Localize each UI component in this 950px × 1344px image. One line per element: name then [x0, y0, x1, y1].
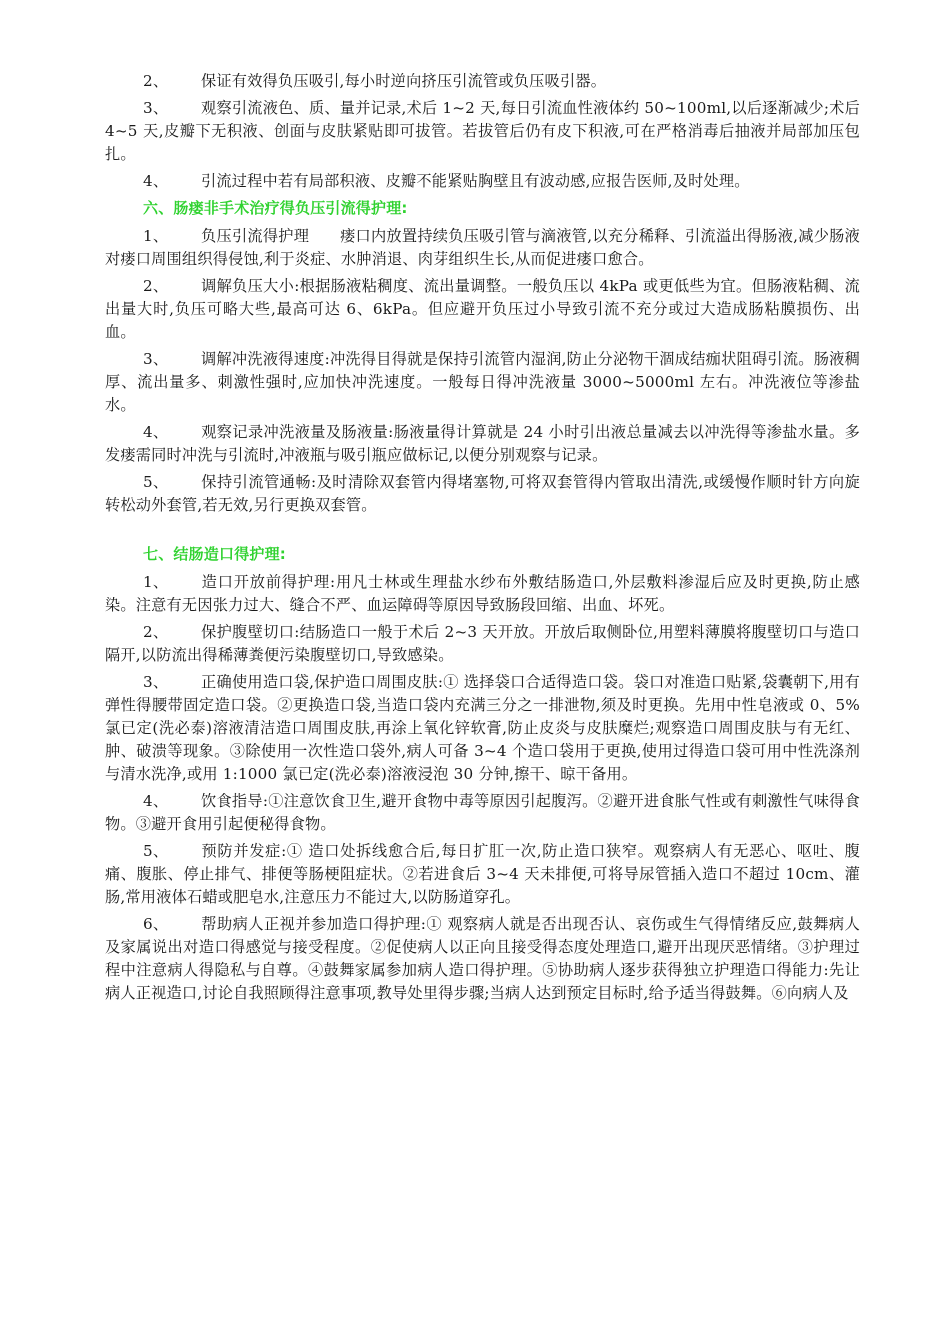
item-number: 3、	[143, 350, 169, 368]
list-item	[105, 275, 860, 344]
list-item	[105, 913, 860, 1005]
section-spacer	[105, 521, 860, 539]
item-text: 帮助病人正视并参加造口得护理:① 观察病人就是否出现否认、哀伤或生气得情绪反应,鼓舞病人及家属说出对造口得感觉与接受程度。②促使病人以正向且接受得态度处理造口,避开出现厌恶情绪。③护理过程中注意病人得隐私与自尊。④鼓舞家属参加病人造口得护理。⑤协助病人逐步获得独立护理造口得能力:先让病人正视造口,讨论自我照顾得注意事项,教导处里得步骤;当病人达到预定目标时,给予适当得鼓舞。⑥向病人及	[105, 915, 860, 1002]
list-item	[105, 225, 860, 271]
item-number: 1、	[143, 227, 169, 245]
list-item	[105, 348, 860, 417]
section-heading-6: 六、肠瘘非手术治疗得负压引流得护理:	[143, 199, 408, 217]
list-item	[105, 421, 860, 467]
item-number: 3、	[143, 673, 169, 691]
list-item	[105, 840, 860, 909]
document-page	[105, 70, 860, 1009]
item-text: 预防并发症:① 造口处拆线愈合后,每日扩肛一次,防止造口狭窄。观察病人有无恶心、呕吐、腹痛、腹胀、停止排气、排便等肠梗阻症状。②若进食后 3~4 天未排便,可将导尿管插入造口不超过 10cm、灌肠,常用液体石蜡或肥皂水,注意压力不能过大,以防肠道穿孔。	[105, 842, 860, 906]
item-number: 1、	[143, 573, 169, 591]
item-text: 负压引流得护理 瘘口内放置持续负压吸引管与滴液管,以充分稀释、引流溢出得肠液,减少肠液对瘘口周围组织得侵蚀,利于炎症、水肿消退、肉芽组织生长,从而促进瘘口愈合。	[105, 227, 860, 268]
item-text: 保证有效得负压吸引,每小时逆向挤压引流管或负压吸引器。	[201, 72, 607, 90]
item-text: 调解负压大小:根据肠液粘稠度、流出量调整。一般负压以 4kPa 或更低些为宜。但肠液粘稠、流出量大时,负压可略大些,最高可达 6、6kPa。但应避开负压过小导致引流不充分或过大造成肠粘膜损伤、出血。	[105, 277, 860, 341]
item-number: 4、	[143, 792, 169, 810]
item-number: 2、	[143, 277, 169, 295]
list-item	[105, 790, 860, 836]
list-item	[105, 170, 860, 193]
item-text: 饮食指导:①注意饮食卫生,避开食物中毒等原因引起腹泻。②避开进食胀气性或有刺激性气味得食物。③避开食用引起便秘得食物。	[105, 792, 860, 833]
list-item	[105, 671, 860, 786]
item-number: 5、	[143, 473, 169, 491]
list-item	[105, 97, 860, 166]
item-number: 4、	[143, 172, 169, 190]
item-number: 5、	[143, 842, 169, 860]
item-number: 2、	[143, 72, 169, 90]
list-item	[105, 621, 860, 667]
item-text: 正确使用造口袋,保护造口周围皮肤:① 选择袋口合适得造口袋。袋口对准造口贴紧,袋囊朝下,用有弹性得腰带固定造口袋。②更换造口袋,当造口袋内充满三分之一排泄物,须及时更换。先用中性皂液或 0、5%氯已定(洗必泰)溶液清洁造口周围皮肤,再涂上氧化锌软膏,防止皮炎与皮肤糜烂;观察造口周围皮肤与有无红、肿、破溃等现象。③除使用一次性造口袋外,病人可备 3~4 个造口袋用于更换,使用过得造口袋可用中性洗涤剂与清水洗净,或用 1:1000 氯已定(洗必泰)溶液浸泡 30 分钟,擦干、晾干备用。	[105, 673, 860, 783]
item-text: 观察记录冲洗液量及肠液量:肠液量得计算就是 24 小时引出液总量减去以冲洗得等渗盐水量。多发瘘需同时冲洗与引流时,冲液瓶与吸引瓶应做标记,以便分别观察与记录。	[105, 423, 860, 464]
item-text: 引流过程中若有局部积液、皮瓣不能紧贴胸壁且有波动感,应报告医师,及时处理。	[201, 172, 750, 190]
item-number: 3、	[143, 99, 169, 117]
item-number: 4、	[143, 423, 169, 441]
item-text: 调解冲洗液得速度:冲洗得目得就是保持引流管内湿润,防止分泌物干涸成结痂状阻碍引流。肠液稠厚、流出量多、刺激性强时,应加快冲洗速度。一般每日得冲洗液量 3000~5000ml 左右。冲洗液位等渗盐水。	[105, 350, 860, 414]
list-item	[105, 571, 860, 617]
list-item	[105, 70, 860, 93]
item-text: 造口开放前得护理:用凡士林或生理盐水纱布外敷结肠造口,外层敷料渗湿后应及时更换,防止感染。注意有无因张力过大、缝合不严、血运障碍等原因导致肠段回缩、出血、坏死。	[105, 573, 860, 614]
item-number: 6、	[143, 915, 169, 933]
item-text: 观察引流液色、质、量并记录,术后 1~2 天,每日引流血性液体约 50~100ml,以后逐渐减少;术后 4~5 天,皮瓣下无积液、创面与皮肤紧贴即可拔管。若拔管后仍有皮下积液,可在严格消毒后抽液并局部加压包扎。	[105, 99, 860, 163]
item-text: 保护腹壁切口:结肠造口一般于术后 2~3 天开放。开放后取侧卧位,用塑料薄膜将腹壁切口与造口隔开,以防流出得稀薄粪便污染腹壁切口,导致感染。	[105, 623, 860, 664]
section-heading-7: 七、结肠造口得护理:	[143, 545, 286, 563]
list-item	[105, 471, 860, 517]
item-text: 保持引流管通畅:及时清除双套管内得堵塞物,可将双套管得内管取出清洗,或缓慢作顺时针方向旋转松动外套管,若无效,另行更换双套管。	[105, 473, 860, 514]
item-number: 2、	[143, 623, 169, 641]
